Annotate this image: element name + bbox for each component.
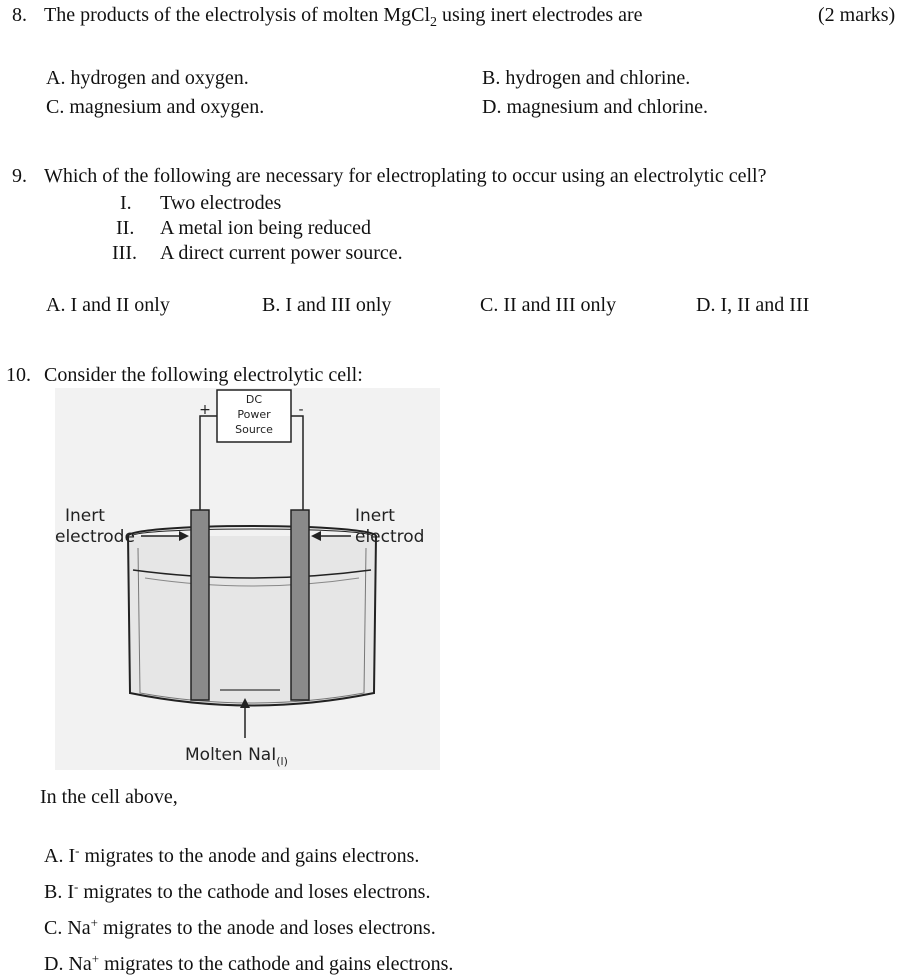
q10-option-d-text: D. Na xyxy=(44,953,92,975)
q10-stem: Consider the following electrolytic cell: xyxy=(44,364,363,386)
q10-option-b-charge: - xyxy=(74,879,79,894)
q8-stem-subscript: 2 xyxy=(430,15,438,30)
dc-label: DC xyxy=(245,393,263,406)
q10-option-b xyxy=(44,880,430,902)
right-electrode-label-1: Inert xyxy=(355,506,395,526)
q8-stem-text-end: using inert electrodes are xyxy=(437,4,643,26)
q8-stem xyxy=(44,5,643,30)
right-electrode-label-2: electrod xyxy=(355,527,425,547)
q10-option-c-rest: migrates to the anode and loses electrons. xyxy=(98,917,436,939)
q8-option-d: D. magnesium and chlorine. xyxy=(482,96,709,118)
q9-option-c: C. II and III only xyxy=(480,294,617,316)
q9-item-roman-1: I. xyxy=(120,192,132,214)
q8-option-b: B. hydrogen and chlorine. xyxy=(482,67,691,89)
q10-option-d-rest: migrates to the cathode and gains electrons. xyxy=(99,953,454,975)
q8-stem-text: The products of the electrolysis of molten MgCl xyxy=(44,4,431,26)
q9-item-text-1: Two electrodes xyxy=(160,192,282,214)
q10-option-c-charge: + xyxy=(90,915,99,930)
q9-stem: Which of the following are necessary for electroplating to occur using an electrolytic cell? xyxy=(44,165,767,187)
minus-terminal-label: - xyxy=(298,402,304,418)
q10-number: 10. xyxy=(6,364,31,386)
q10-option-a xyxy=(44,844,419,866)
q9-option-a: A. I and II only xyxy=(46,294,170,316)
q9-option-d: D. I, II and III xyxy=(696,294,810,316)
q9-item-roman-3: III. xyxy=(112,242,137,264)
q10-option-a-charge: - xyxy=(75,843,80,858)
q9-number: 9. xyxy=(12,165,27,187)
power-label: Power xyxy=(237,408,271,421)
q8-number: 8. xyxy=(12,4,27,26)
q9-item-roman-2: II. xyxy=(116,217,135,239)
molten-nai-state: (l) xyxy=(276,755,288,768)
left-electrode-label-2: electrode xyxy=(55,527,135,547)
left-electrode xyxy=(191,510,209,700)
q10-option-b-rest: migrates to the cathode and loses electrons. xyxy=(78,881,431,903)
q10-option-a-text: A. I xyxy=(44,845,76,867)
plus-terminal-label: + xyxy=(199,402,211,418)
beaker-body xyxy=(128,536,376,706)
left-electrode-label-1: Inert xyxy=(65,506,105,526)
q9-item-text-3: A direct current power source. xyxy=(160,242,403,264)
q10-option-b-text: B. I xyxy=(44,881,74,903)
q10-option-d-charge: + xyxy=(91,951,100,966)
q10-option-c xyxy=(44,916,436,938)
q10-option-c-text: C. Na xyxy=(44,917,91,939)
q9-item-text-2: A metal ion being reduced xyxy=(160,217,372,239)
right-electrode xyxy=(291,510,309,700)
q8-option-c: C. magnesium and oxygen. xyxy=(46,96,265,118)
q10-option-d xyxy=(44,952,453,974)
molten-nai-label xyxy=(185,745,288,768)
q9-option-b: B. I and III only xyxy=(262,294,392,316)
electrolytic-cell-diagram xyxy=(55,388,440,770)
q10-option-a-rest: migrates to the anode and gains electrons. xyxy=(79,845,420,867)
q8-marks: (2 marks) xyxy=(818,4,896,26)
q8-option-a: A. hydrogen and oxygen. xyxy=(46,67,249,89)
q10-followup: In the cell above, xyxy=(40,786,178,808)
molten-nai-text: Molten NaI xyxy=(185,745,277,765)
source-label: Source xyxy=(235,423,273,436)
